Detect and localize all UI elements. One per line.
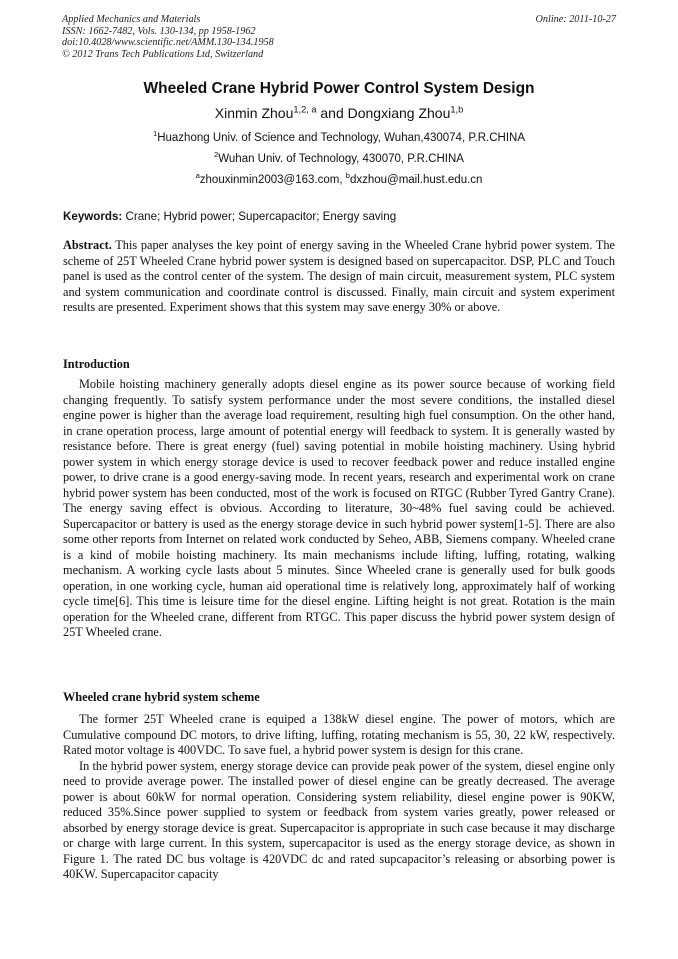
scheme-paragraph-1: The former 25T Wheeled crane is equiped a 138kW diesel engine. The power of motors, which are Cumulative compound DC motors, to drive lifting, luffing, rotating mechanism is 55, 30, 22 kW, respectively. Rated motor voltage is 400VDC. To save fuel, a hybrid power system is design for this crane. bbox=[63, 712, 615, 757]
abstract-text: This paper analyses the key point of energy saving in the Wheeled Crane hybrid power system. The scheme of 25T Wheeled Crane hybrid power system is designed based on supercapacitor. DSP, PLC and Touch panel is used as the control center of the system. The design of main circuit, measurement system, PLC system and system communication and coordinate control is discussed. Finally, main circuit and system experiment results are presented. Experiment shows that this system may save energy 30% or above. bbox=[63, 238, 615, 314]
author-2: Dongxiang Zhou bbox=[347, 105, 451, 121]
email-a-marker: a bbox=[195, 171, 200, 181]
copyright-line: © 2012 Trans Tech Publications Ltd, Switzerland bbox=[62, 48, 264, 60]
affiliation-1 bbox=[0, 129, 678, 144]
scheme-heading: Wheeled crane hybrid system scheme bbox=[63, 690, 260, 704]
issn-line: ISSN: 1662-7482, Vols. 130-134, pp 1958-1962 bbox=[62, 25, 256, 37]
introduction-paragraph: Mobile hoisting machinery generally adopts diesel engine as its power source because of working field changing frequently. To satisfy system performance under the most severe conditions, the installed diesel engine power is higher than the average load requirement, resulting high fuel consumption. On the other hand, in crane operation process, large amount of potential energy will feedback to system. It is generally wasted by resistance before. There is great energy (fuel) saving potential in mobile hoisting machinery. Using hybrid power system in which energy storage device is used to recover feedback power and reduce installed engine power, to drive crane is a good energy-saving mode. In recent years, research and experimental work on crane hybrid power system has been conducted, most of the work is focused on RTGC (Rubber Tyred Gantry Crane). The energy saving effect is obvious. According to literature, 30~48% fuel saving could be achieved. Supercapacitor or battery is used as the energy storage device in such hybrid power system[1-5]. There are also some other reports from Internet on related work conducted by Seheo, ABB, Siemens company. Wheeled crane is a kind of mobile hoisting machinery. Its main mechanisms include lifting, luffing, rotating, walking mechanism. A working cycle lasts about 5 minutes. Since Wheeled crane is generally used for bulk goods operation, in one working cycle, human aid operational time is relatively long, approximately half of working cycle time[6]. This time is leisure time for the diesel engine. Lifting height is not great. Rotation is the main operation for the Wheeled crane, different from RTGC. This paper discuss the hybrid power system design of 25T Wheeled crane. bbox=[63, 377, 615, 639]
author-1: Xinmin Zhou bbox=[214, 105, 294, 121]
email-b: dxzhou@mail.hust.edu.cn bbox=[349, 174, 483, 186]
keywords-label: Keywords: bbox=[63, 210, 123, 223]
journal-name: Applied Mechanics and Materials bbox=[62, 14, 201, 25]
doi-line: doi:10.4028/www.scientific.net/AMM.130-134.1958 bbox=[62, 37, 274, 49]
paper-title: Wheeled Crane Hybrid Power Control System Design bbox=[143, 80, 535, 97]
affiliation-2-marker: 2 bbox=[214, 150, 219, 160]
affiliation-2-text: Wuhan Univ. of Technology, 430070, P.R.CHINA bbox=[218, 153, 464, 165]
keywords-text: Crane; Hybrid power; Supercapacitor; Energy saving bbox=[122, 210, 397, 223]
email-a: zhouxinmin2003@163.com, bbox=[199, 174, 346, 186]
keywords bbox=[63, 210, 618, 223]
author-1-affiliation: 1,2, a bbox=[293, 104, 317, 115]
affiliation-2 bbox=[0, 150, 678, 165]
author-emails bbox=[0, 171, 678, 186]
online-date: Online: 2011-10-27 bbox=[535, 14, 616, 25]
introduction-heading: Introduction bbox=[63, 357, 130, 371]
affiliation-1-marker: 1 bbox=[152, 129, 158, 139]
abstract-paragraph bbox=[63, 238, 615, 316]
author-line bbox=[0, 105, 678, 121]
abstract bbox=[63, 238, 615, 316]
scheme-paragraph-2: In the hybrid power system, energy storage device can provide peak power of the system, diesel engine only need to provide average power. The installed power of diesel engine can be greatly decreased. The average power is about 60kW for normal operation. Considering system reliability, diesel engine power is 90KW, reduced 35%.Since power supplied to system or feedback from system varies greatly, power released or absorbed by energy storage device is great. Supercapacitor is appropriate in such case because it may discharge or charge with large current. In this system, supercapacitor is used as the energy storage device, as shown in Figure 1. The rated DC bus voltage is 420VDC dc and rated supcapacitor’s releasing or absorbing power is 40KW. Supercapacitor capacity bbox=[63, 758, 615, 881]
author-connector: and bbox=[316, 105, 348, 121]
affiliation-1-text: Huazhong Univ. of Science and Technology, Wuhan,430074, P.R.CHINA bbox=[157, 132, 526, 144]
journal-header bbox=[62, 14, 616, 60]
introduction-section bbox=[63, 377, 615, 641]
abstract-label: Abstract. bbox=[63, 238, 112, 252]
email-b-marker: b bbox=[345, 171, 350, 181]
author-2-affiliation: 1,b bbox=[450, 104, 464, 115]
scheme-section bbox=[63, 712, 615, 883]
